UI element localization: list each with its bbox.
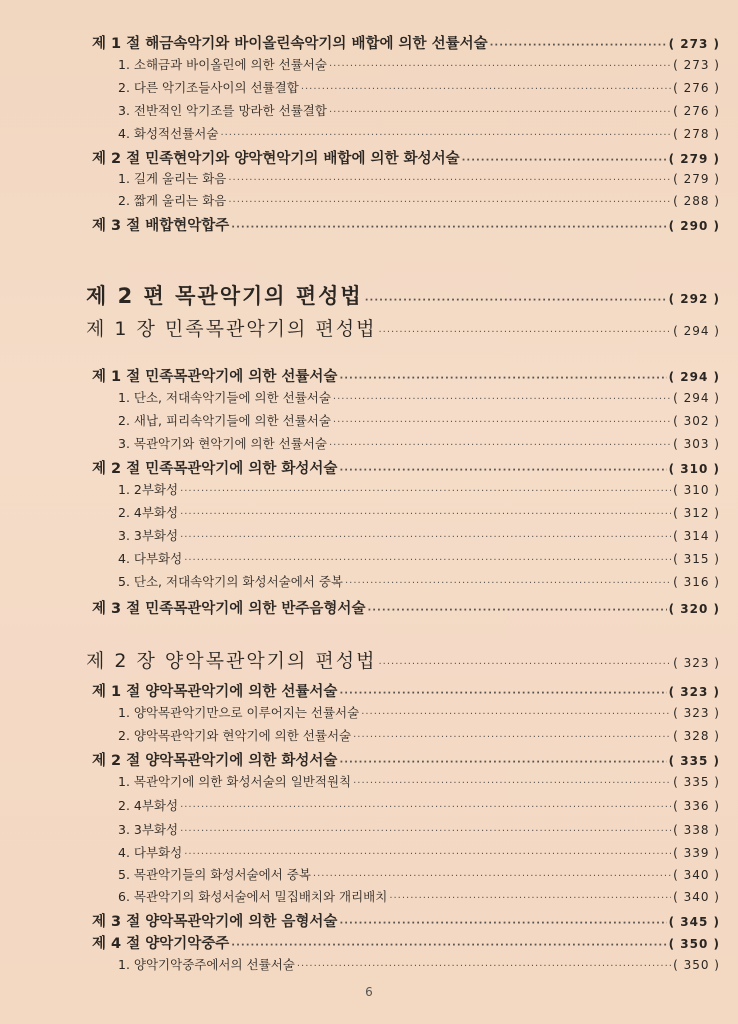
toc-entry: 3. 3부화성 ····· ( 314 ) bbox=[118, 526, 720, 544]
toc-entry: 1. 양악기악중주에서의 선률서술 ····· ( 350 ) bbox=[118, 955, 720, 973]
toc-entry: 1. 단소, 저대속악기들에 의한 선률서술 ····· ( 294 ) bbox=[118, 388, 720, 406]
toc-entry: 1. 길게 울리는 화음 ····· ( 279 ) bbox=[118, 169, 720, 187]
toc-entry: 제 2 절 민족목관악기에 의한 화성서술 ····· ( 310 ) bbox=[92, 457, 720, 478]
toc-entry: 2. 4부화성 ····· ( 336 ) bbox=[118, 796, 720, 814]
toc-entry: 제 2 절 양악목관악기에 의한 화성서술 ····· ( 335 ) bbox=[92, 749, 720, 770]
toc-entry: 4. 다부화성 ····· ( 315 ) bbox=[118, 549, 720, 567]
toc-entry: 5. 단소, 저대속악기의 화성서술에서 중복 ····· ( 316 ) bbox=[118, 572, 720, 590]
toc-entry: 제 1 절 민족목관악기에 의한 선률서술 ····· ( 294 ) bbox=[92, 365, 720, 386]
page-number: 6 bbox=[365, 985, 373, 999]
toc-entry: 제 2 절 민족현악기와 양악현악기의 배합에 의한 화성서술 ····· ( 279 ) bbox=[92, 147, 720, 168]
toc-entry: 4. 화성적선률서술 ····· ( 278 ) bbox=[118, 124, 720, 142]
toc-entry: 3. 전반적인 악기조를 망라한 선률결합 ····· ( 276 ) bbox=[118, 101, 720, 119]
toc-entry: 제 1 절 해금속악기와 바이올린속악기의 배합에 의한 선률서술 ····· ( 273 ) bbox=[92, 32, 720, 53]
toc-entry: 3. 3부화성 ····· ( 338 ) bbox=[118, 820, 720, 838]
toc-entry: 제 3 절 민족목관악기에 의한 반주음형서술 ····· ( 320 ) bbox=[92, 597, 720, 618]
toc-entry: 제 4 절 양악기악중주 ····· ( 350 ) bbox=[92, 932, 720, 953]
toc-entry: 2. 양악목관악기와 현악기에 의한 선률서술 ····· ( 328 ) bbox=[118, 726, 720, 744]
toc-entry: 1. 소해금과 바이올린에 의한 선률서술 ····· ( 273 ) bbox=[118, 55, 720, 73]
chapter-heading: 제 2 장 양악목관악기의 편성법 ····· ( 323 ) bbox=[86, 646, 720, 673]
toc-entry: 1. 2부화성 ····· ( 310 ) bbox=[118, 480, 720, 498]
toc-entry: 6. 목관악기의 화성서술에서 밀집배치와 개리배치 ····· ( 340 ) bbox=[118, 887, 720, 905]
toc-entry: 5. 목관악기들의 화성서술에서 중복 ····· ( 340 ) bbox=[118, 865, 720, 883]
toc-entry: 제 3 절 배합현악합주 ····· ( 290 ) bbox=[92, 214, 720, 235]
part-heading: 제 2 편 목관악기의 편성법 ····· ( 292 ) bbox=[86, 280, 720, 310]
chapter-heading: 제 1 장 민족목관악기의 편성법 ····· ( 294 ) bbox=[86, 314, 720, 341]
toc-entry: 4. 다부화성 ····· ( 339 ) bbox=[118, 843, 720, 861]
toc-entry: 3. 목관악기와 현악기에 의한 선률서술 ····· ( 303 ) bbox=[118, 434, 720, 452]
toc-entry: 제 3 절 양악목관악기에 의한 음형서술 ····· ( 345 ) bbox=[92, 910, 720, 931]
toc-entry: 2. 짧게 울리는 화음 ····· ( 288 ) bbox=[118, 191, 720, 209]
toc-entry: 제 1 절 양악목관악기에 의한 선률서술 ····· ( 323 ) bbox=[92, 680, 720, 701]
toc-entry: 2. 새납, 피리속악기들에 의한 선률서술 ····· ( 302 ) bbox=[118, 411, 720, 429]
toc-entry: 1. 양악목관악기만으로 이루어지는 선률서술 ····· ( 323 ) bbox=[118, 703, 720, 721]
toc-entry: 2. 4부화성 ····· ( 312 ) bbox=[118, 503, 720, 521]
toc-entry: 2. 다른 악기조들사이의 선률결합 ····· ( 276 ) bbox=[118, 78, 720, 96]
toc-entry: 1. 목관악기에 의한 화성서술의 일반적원칙 ····· ( 335 ) bbox=[118, 772, 720, 790]
